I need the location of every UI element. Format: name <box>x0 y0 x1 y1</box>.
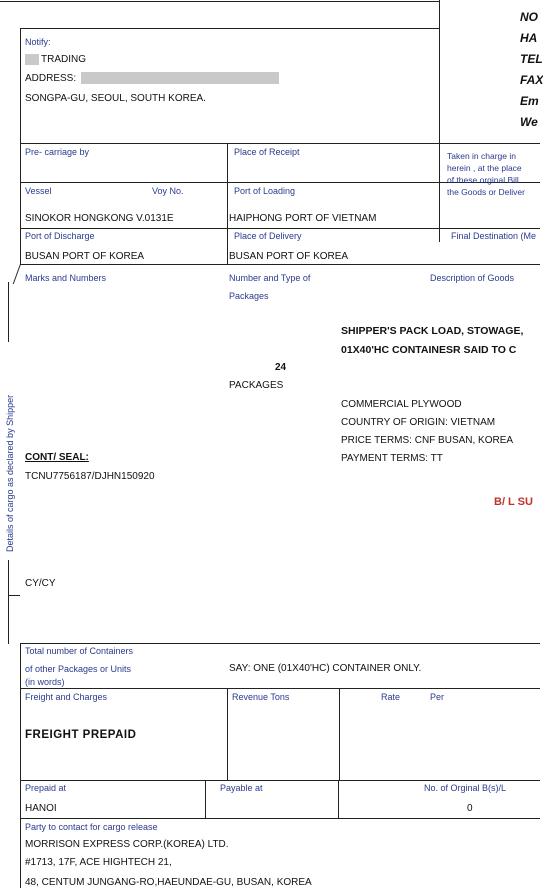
place-of-delivery-label: Place of Delivery <box>234 231 302 241</box>
rule-bracket-left <box>8 282 9 342</box>
rule-lower-left <box>20 688 21 888</box>
prepaid-at-value: HANOI <box>25 803 57 814</box>
contact-line-1: MORRISON EXPRESS CORP.(KOREA) LTD. <box>25 839 229 850</box>
contact-label: Party to contact for cargo release <box>25 822 158 832</box>
cy-cy: CY/CY <box>25 578 56 589</box>
rule-top <box>0 1 440 2</box>
bl-stamp: B/ L SU <box>494 496 533 508</box>
rule-final-dest <box>439 228 440 242</box>
rule-notify-bottom <box>20 143 540 144</box>
rule-cy <box>8 595 20 596</box>
payable-at-label: Payable at <box>220 783 263 793</box>
shipper-clause-2: 01X40'HC CONTAINESR SAID TO C <box>341 344 517 356</box>
rule-freight-top <box>20 688 540 689</box>
rate-label: Rate <box>381 692 401 702</box>
per-label: Per <box>430 692 445 702</box>
revenue-tons-label: Revenue Tons <box>232 692 290 702</box>
package-unit: PACKAGES <box>229 380 284 391</box>
vessel-value: SINOKOR HONGKONG V.0131E <box>25 213 174 224</box>
goods-line-4: PAYMENT TERMS: TT <box>341 453 443 464</box>
notify-company: TRADING <box>41 54 86 65</box>
rule-prepaid-mid2 <box>338 780 339 818</box>
orginals-value: 0 <box>467 803 473 814</box>
rule-right-col <box>439 0 440 228</box>
taken-in-charge-4: the Goods or Deliver <box>447 187 525 197</box>
rule-contact-top <box>20 818 540 819</box>
port-of-discharge-value: BUSAN PORT OF KOREA <box>25 251 145 262</box>
redaction-company <box>25 54 39 65</box>
rule-prepaid-top <box>20 780 540 781</box>
cont-seal-label: CONT/ SEAL: <box>25 452 89 463</box>
header-line-5: Em <box>520 94 539 108</box>
pre-carriage-label: Pre- carriage by <box>25 147 90 157</box>
goods-line-2: COUNTRY OF ORIGIN: VIETNAM <box>341 417 496 428</box>
rule-totals-left <box>20 643 21 688</box>
rule-discharge-top <box>20 228 540 229</box>
notify-address-label: ADDRESS: <box>25 73 77 84</box>
taken-in-charge-2: herein , at the place <box>447 163 522 173</box>
cont-seal-value: TCNU7756187/DJHN150920 <box>25 471 155 482</box>
header-line-3: TEL <box>520 52 543 66</box>
final-destination-label: Final Destination (Me <box>451 231 537 241</box>
orginals-label: No. of Orginal B(s)/L <box>424 783 507 793</box>
totals-label-3: (in words) <box>25 677 65 687</box>
header-line-4: FAX <box>520 73 543 87</box>
rule-marks-top <box>20 264 540 265</box>
rule-notify-top <box>20 28 440 29</box>
taken-in-charge-1: Taken in charge in <box>447 151 516 161</box>
prepaid-at-label: Prepaid at <box>25 783 67 793</box>
port-of-discharge-label: Port of Discharge <box>25 231 95 241</box>
header-line-6: We <box>520 115 538 129</box>
rule-bracket-left-2 <box>8 560 9 644</box>
place-of-delivery-value: BUSAN PORT OF KOREA <box>229 251 349 262</box>
marks-numbers-label: Marks and Numbers <box>25 273 107 283</box>
port-of-loading-value: HAIPHONG PORT OF VIETNAM <box>229 213 377 224</box>
shipper-clause-1: SHIPPER'S PACK LOAD, STOWAGE, <box>341 325 524 337</box>
freight-value: FREIGHT PREPAID <box>25 729 137 741</box>
header-line-1: NO <box>520 10 538 24</box>
header-line-2: HA <box>520 31 538 45</box>
voy-no-label: Voy No. <box>152 186 184 196</box>
number-type-label-2: Packages <box>229 291 269 301</box>
port-of-loading-label: Port of Loading <box>234 186 296 196</box>
description-label: Description of Goods <box>430 273 515 283</box>
contact-line-3: 48, CENTUM JUNGANG-RO,HAEUNDAE-GU, BUSAN, KOREA <box>25 877 312 888</box>
rule-freight-mid2 <box>339 688 340 780</box>
rule-prepaid-mid <box>205 780 206 818</box>
freight-label: Freight and Charges <box>25 692 108 702</box>
totals-label-1: Total number of Containers <box>25 646 134 656</box>
rule-freight-mid <box>227 688 228 780</box>
number-type-label-1: Number and Type of <box>229 273 311 283</box>
taken-in-charge-3: of these orginal Bill <box>447 175 519 185</box>
goods-line-1: COMMERCIAL PLYWOOD <box>341 399 462 410</box>
cargo-side-label: Details of cargo as declared by Shipper <box>5 394 15 552</box>
totals-value: SAY: ONE (01X40'HC) CONTAINER ONLY. <box>229 663 422 674</box>
rule-mid <box>227 143 228 264</box>
notify-city: SONGPA-GU, SEOUL, SOUTH KOREA. <box>25 93 206 104</box>
place-of-receipt-label: Place of Receipt <box>234 147 300 157</box>
contact-line-2: #1713, 17F, ACE HIGHTECH 21, <box>25 857 172 868</box>
rule-bracket-top <box>13 264 21 284</box>
rule-totals-top <box>20 643 540 644</box>
totals-label-2: of other Packages or Units <box>25 664 132 674</box>
package-count: 24 <box>275 362 287 373</box>
redaction-address <box>81 72 279 84</box>
goods-line-3: PRICE TERMS: CNF BUSAN, KOREA <box>341 435 514 446</box>
vessel-label: Vessel <box>25 186 52 196</box>
notify-label: Notify: <box>25 37 51 47</box>
